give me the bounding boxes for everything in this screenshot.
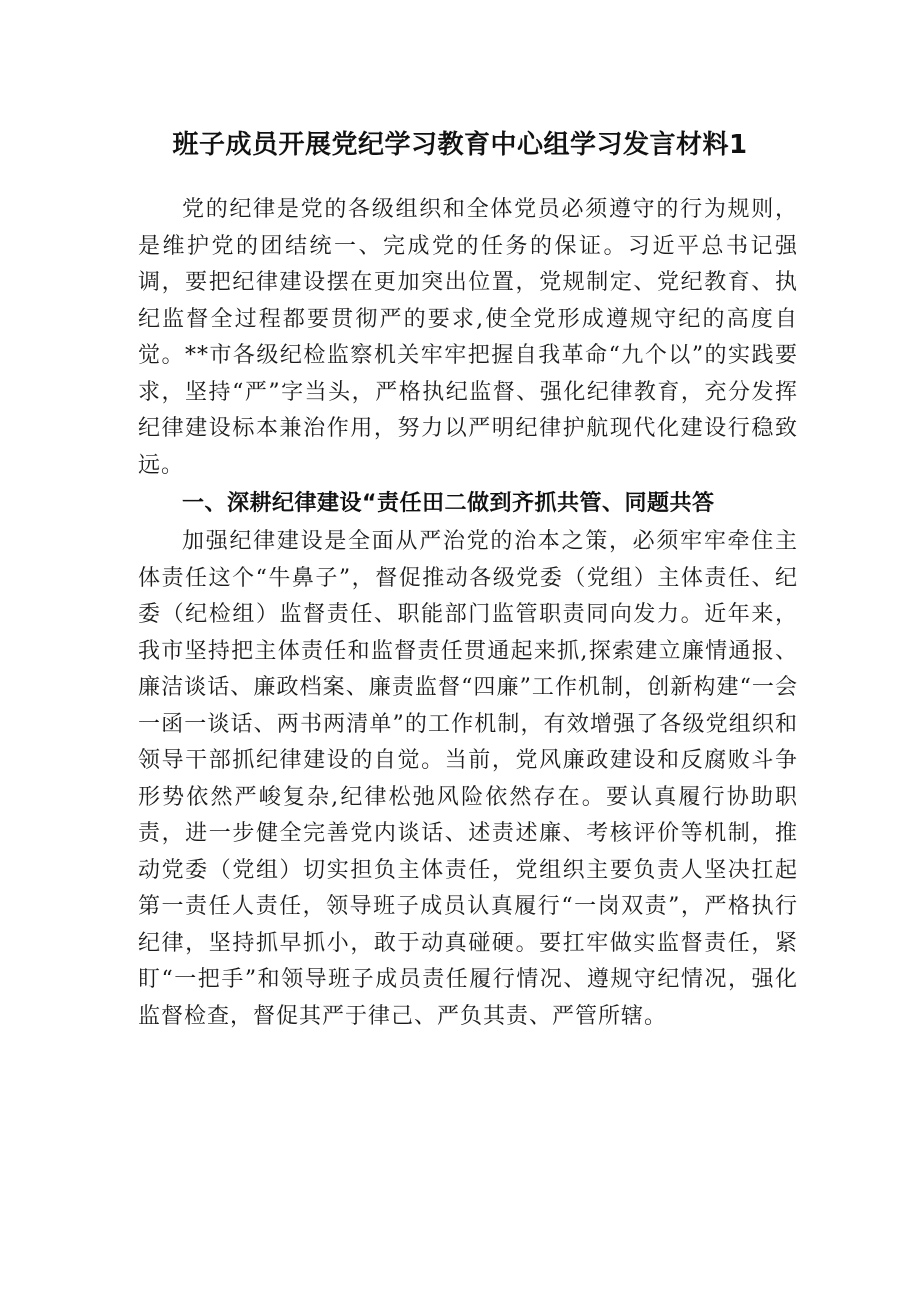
section-paragraph: 加强纪律建设是全面从严治党的治本之策，必须牢牢牵住主体责任这个“牛鼻子”，督促推动各级党委（党组）主体责任、纪委（纪检组）监督责任、职能部门监管职责同向发力。近年来，我市坚持把主体责任和监督责任贯通起来抓,探索建立廉情通报、廉洁谈话、廉政档案、廉责监督“四廉”工作机制，创新构建“一会一函一谈话、两书两清单”的工作机制，有效增强了各级党组织和领导干部抓纪律建设的自觉。当前，党风廉政建设和反腐败斗争形势依然严峻复杂,纪律松弛风险依然存在。要认真履行协助职责，进一步健全完善党内谈话、述责述廉、考核评价等机制，推动党委（党组）切实担负主体责任，党组织主要负责人坚决扛起第一责任人责任，领导班子成员认真履行“一岗双责”，严格执行纪律，坚持抓早抓小，敢于动真碰硬。要扛牢做实监督责任，紧盯“一把手”和领导班子成员责任履行情况、遵规守纪情况，强化监督检查，督促其严于律己、严负其责、严管所辖。 [138,529,798,1029]
intro-paragraph: 党的纪律是党的各级组织和全体党员必须遵守的行为规则，是维护党的团结统一、完成党的任务的保证。习近平总书记强调，要把纪律建设摆在更加突出位置，党规制定、党纪教育、执纪监督全过程都要贯彻严的要求,使全党形成遵规守纪的高度自觉。**市各级纪检监察机关牢牢把握自我革命“九个以”的实践要求，坚持“严”字当头，严格执纪监督、强化纪律教育，充分发挥纪律建设标本兼治作用，努力以严明纪律护航现代化建设行稳致远。 [138,197,798,478]
document-title: 班子成员开展党纪学习教育中心组学习发言材料1 [172,130,748,160]
section-heading: 一、深耕纪律建设“责任田二做到齐抓共管、同题共答 [182,491,715,516]
document-body [138,192,798,1035]
